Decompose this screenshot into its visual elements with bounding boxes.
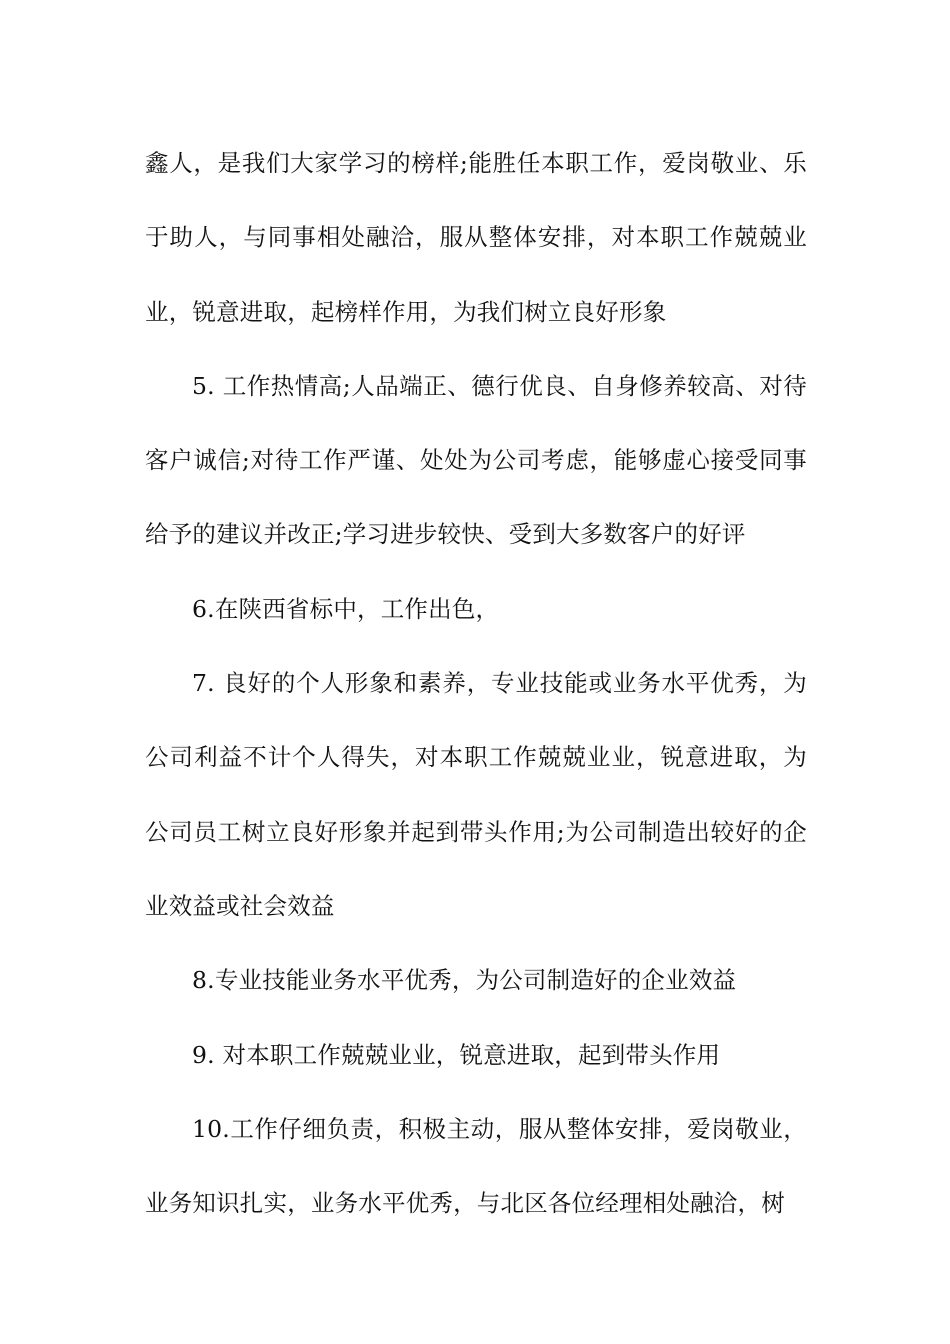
paragraph-item-9: 9. 对本职工作兢兢业业，锐意进取，起到带头作用 [192, 1040, 721, 1069]
paragraph-continuation: 鑫人，是我们大家学习的榜样;能胜任本职工作，爱岗敬业、乐于助人，与同事相处融洽，服从整体安排，对本职工作兢兢业业，锐意进取，起榜样作用，为我们树立良好形象 [145, 149, 807, 326]
document-body [145, 126, 807, 1240]
paragraph-item-8: 8.专业技能业务水平优秀，为公司制造好的企业效益 [192, 966, 737, 995]
paragraph-item-10: 10.工作仔细负责，积极主动，服从整体安排，爱岗敬业，业务知识扎实，业务水平优秀，与北区各位经理相处融洽，树 [145, 1114, 807, 1218]
paragraph-item-5: 5. 工作热情高;人品端正、德行优良、自身修养较高、对待客户诚信;对待工作严谨、处处为公司考虑，能够虚心接受同事给予的建议并改正;学习进步较快、受到大多数客户的好评 [145, 371, 807, 549]
paragraph-item-7: 7. 良好的个人形象和素养，专业技能或业务水平优秀，为公司利益不计个人得失，对本职工作兢兢业业，锐意进取，为公司员工树立良好形象并起到带头作用;为公司制造出较好的企业效益或社会效益 [145, 669, 807, 920]
paragraph-item-6: 6.在陕西省标中，工作出色， [192, 594, 500, 623]
